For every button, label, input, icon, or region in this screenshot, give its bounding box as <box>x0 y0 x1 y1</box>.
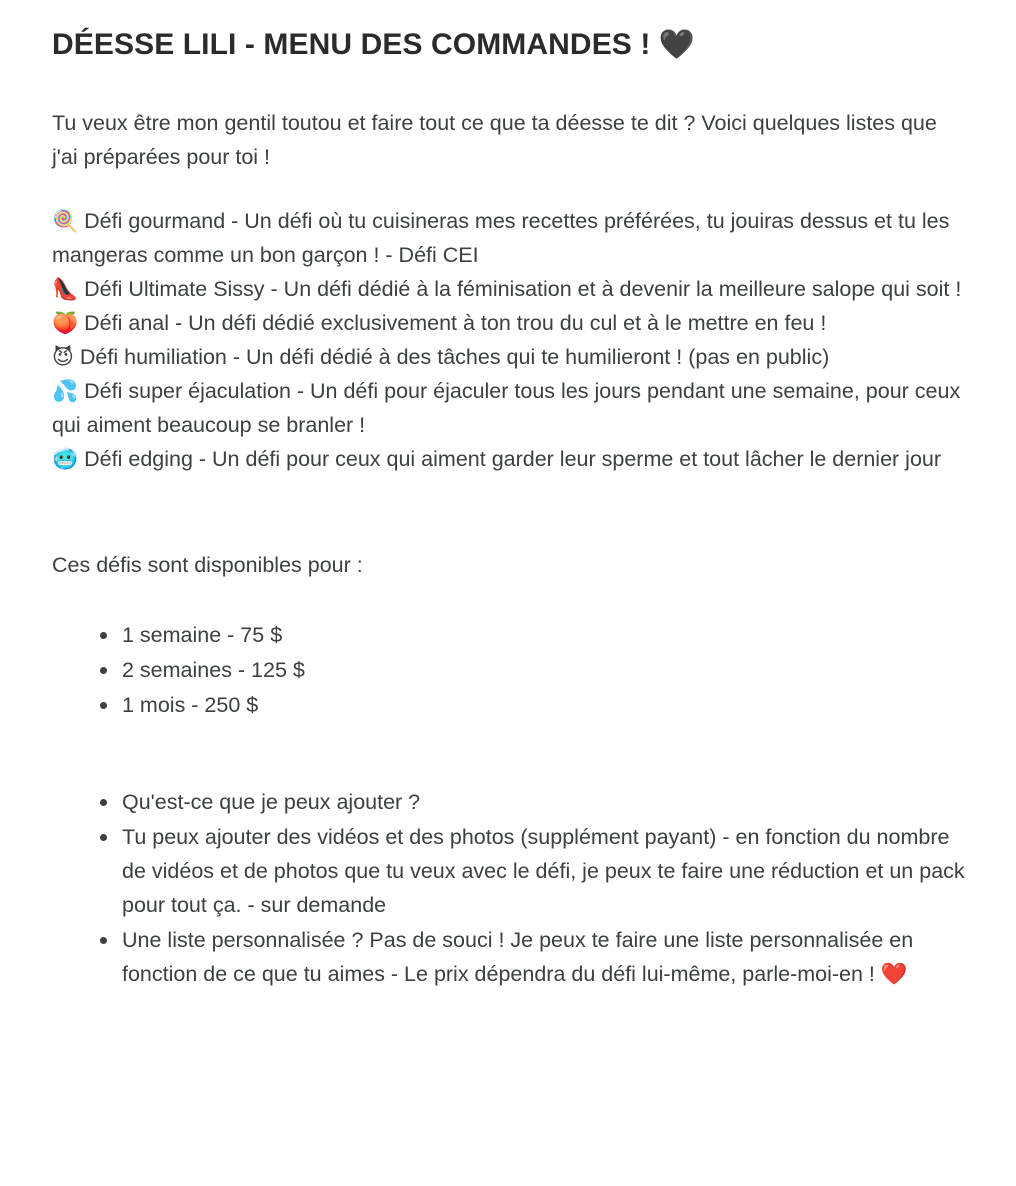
list-item: 1 semaine - 75 $ <box>100 618 972 652</box>
challenge-item-super-ejaculation <box>52 374 972 442</box>
spacer-before-pricing <box>52 582 972 618</box>
challenge-item-text: Défi humiliation - Un défi dédié à des tâches qui te humilieront ! (pas en public) <box>79 344 830 369</box>
spacer-after-title <box>52 64 972 106</box>
list-item: 1 mois - 250 $ <box>100 688 972 722</box>
smiling-imp-emoji: 😈 <box>52 344 74 369</box>
spacer-between-lists <box>52 723 972 785</box>
challenge-item-text: Défi anal - Un défi dédié exclusivement à ton trou du cul et à le mettre en feu ! <box>84 310 827 335</box>
availability-lead: Ces défis sont disponibles pour : <box>52 552 363 577</box>
challenge-item-humiliation <box>52 340 972 374</box>
pricing-list <box>52 618 972 722</box>
challenge-item-anal <box>52 306 972 340</box>
spacer-after-intro <box>52 174 972 204</box>
extras-list <box>52 785 972 991</box>
challenge-item-gourmand <box>52 204 972 272</box>
sweat-droplets-emoji: 💦 <box>52 378 79 403</box>
intro-paragraph: Tu veux être mon gentil toutou et faire tout ce que ta déesse te dit ? Voici quelques listes que j'ai préparées pour toi ! <box>52 110 937 169</box>
challenge-item-text: Défi super éjaculation - Un défi pour éjaculer tous les jours pendant une semaine, pour ceux qui aiment beaucoup se branler ! <box>52 378 961 437</box>
list-item: 2 semaines - 125 $ <box>100 653 972 687</box>
lollipop-emoji: 🍭 <box>52 208 79 233</box>
list-item: Tu peux ajouter des vidéos et des photos (supplément payant) - en fonction du nombre de vidéos et de photos que tu veux avec le défi, je peux te faire une réduction et un pack pour tout ça. - sur demande <box>100 820 972 922</box>
challenge-list <box>52 204 972 476</box>
challenge-item-text: Défi Ultimate Sissy - Un défi dédié à la féminisation et à devenir la meilleure salope qui soit ! <box>84 276 962 301</box>
challenge-item-edging <box>52 442 972 476</box>
page-title <box>52 18 972 64</box>
spacer-after-challenges <box>52 476 972 548</box>
peach-emoji: 🍑 <box>52 310 79 335</box>
list-item: Qu'est-ce que je peux ajouter ? <box>100 785 972 819</box>
black-heart-emoji: 🖤 <box>658 27 695 61</box>
cold-face-emoji: 🥶 <box>52 446 79 471</box>
list-item: Une liste personnalisée ? Pas de souci ! Je peux te faire une liste personnalisée en fonction de ce que tu aimes - Le prix dépendra du défi lui-même, parle-moi-en ! ❤️ <box>100 923 972 991</box>
high-heel-emoji: 👠 <box>52 276 79 301</box>
challenge-item-text: Défi gourmand - Un défi où tu cuisineras mes recettes préférées, tu jouiras dessus et tu les mangeras comme un bon garçon ! - Défi CEI <box>52 208 950 267</box>
challenge-item-text: Défi edging - Un défi pour ceux qui aiment garder leur sperme et tout lâcher le dernier jour <box>84 446 942 471</box>
challenge-item-ultimate-sissy <box>52 272 972 306</box>
page-title-text: DÉESSE LILI - MENU DES COMMANDES ! <box>52 28 651 61</box>
